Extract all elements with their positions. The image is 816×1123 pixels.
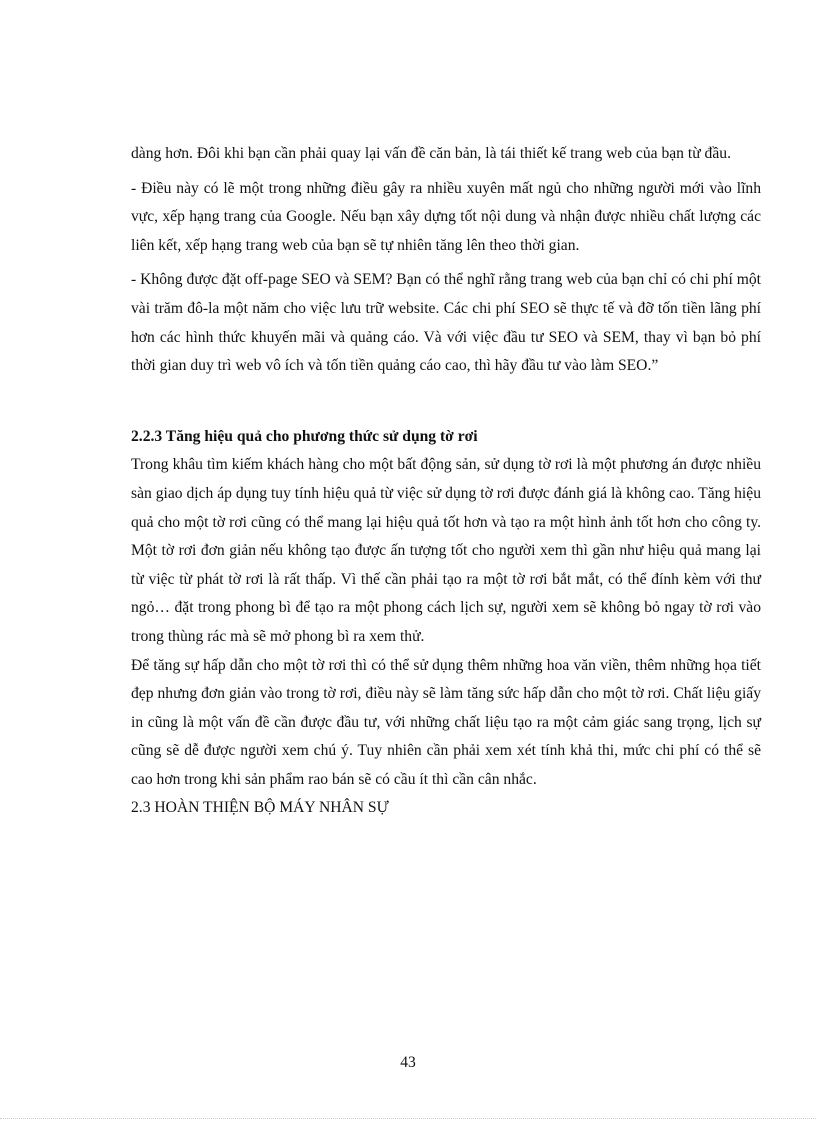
page-number: 43 (400, 1054, 416, 1071)
paragraph-continuation: dàng hơn. Đôi khi bạn cần phải quay lại vấn đề căn bản, là tái thiết kế trang web của bạn từ đầu. (131, 145, 731, 162)
section-heading-2-2-3: 2.2.3 Tăng hiệu quả cho phương thức sử dụng tờ rơi (131, 427, 478, 445)
paragraph-seo-ranking: - Điều này có lẽ một trong những điều gây ra nhiều xuyên mất ngủ cho những người mới vào lĩnh vực, xếp hạng trang của Google. Nếu bạn xây dựng tốt nội dung và nhận được nhiều chất lượng các liên kết, xếp hạng trang web của bạn sẽ tự nhiên tăng lên theo thời gian. (131, 179, 761, 254)
paragraph-seo-sem-cost: - Không được đặt off-page SEO và SEM? Bạn có thể nghĩ rằng trang web của bạn chỉ có chi phí một vài trăm đô-la một năm cho việc lưu trữ website. Các chi phí SEO sẽ thực tế và đỡ tốn tiền lãng phí hơn các hình thức khuyến mãi và quảng cáo. Và với việc đầu tư SEO và SEM, thay vì bạn bỏ phí thời gian duy trì web vô ích và tốn tiền quảng cáo cao, thì hãy đầu tư vào làm SEO.” (131, 271, 761, 375)
paragraph-flyer-effectiveness: Trong khâu tìm kiếm khách hàng cho một bất động sản, sử dụng tờ rơi là một phương án được nhiều sàn giao dịch áp dụng tuy tính hiệu quả từ việc sử dụng tờ rơi được đánh giá là không cao. Tăng hiệu quả cho một tờ rơi cũng có thể mang lại hiệu quả tốt hơn và tạo ra một hình ảnh tốt hơn cho công ty. Một tờ rơi đơn giản nếu không tạo được ấn tượng tốt cho người xem thì gần như hiệu quả mang lại từ việc từ phát tờ rơi là rất thấp. Vì thế cần phải tạo ra một tờ rơi bắt mắt, có thể đính kèm với thư ngỏ… đặt trong phong bì để tạo ra một phong cách lịch sự, người xem sẽ không bỏ ngay tờ rơi vào trong thùng rác mà sẽ mở phong bì ra xem thử. (131, 456, 761, 645)
page-bottom-rule (0, 1118, 816, 1119)
page-body (131, 140, 761, 823)
paragraph-flyer-attractiveness: Để tăng sự hấp dẫn cho một tờ rơi thì có thể sử dụng thêm những hoa văn viền, thêm những họa tiết đẹp nhưng đơn giản vào trong tờ rơi, điều này sẽ làm tăng sức hấp dẫn cho một tờ rơi. Chất liệu giấy in cũng là một vấn đề cần được đầu tư, với những chất liệu tạo ra một cảm giác sang trọng, lịch sự cũng sẽ dễ được người xem chú ý. Tuy nhiên cần phải xem xét tính khả thi, mức chi phí có thể sẽ cao hơn trong khi sản phẩm rao bán sẽ có cầu ít thì cần cân nhắc. (131, 656, 761, 788)
section-heading-2-3: 2.3 HOÀN THIỆN BỘ MÁY NHÂN SỰ (131, 799, 389, 817)
